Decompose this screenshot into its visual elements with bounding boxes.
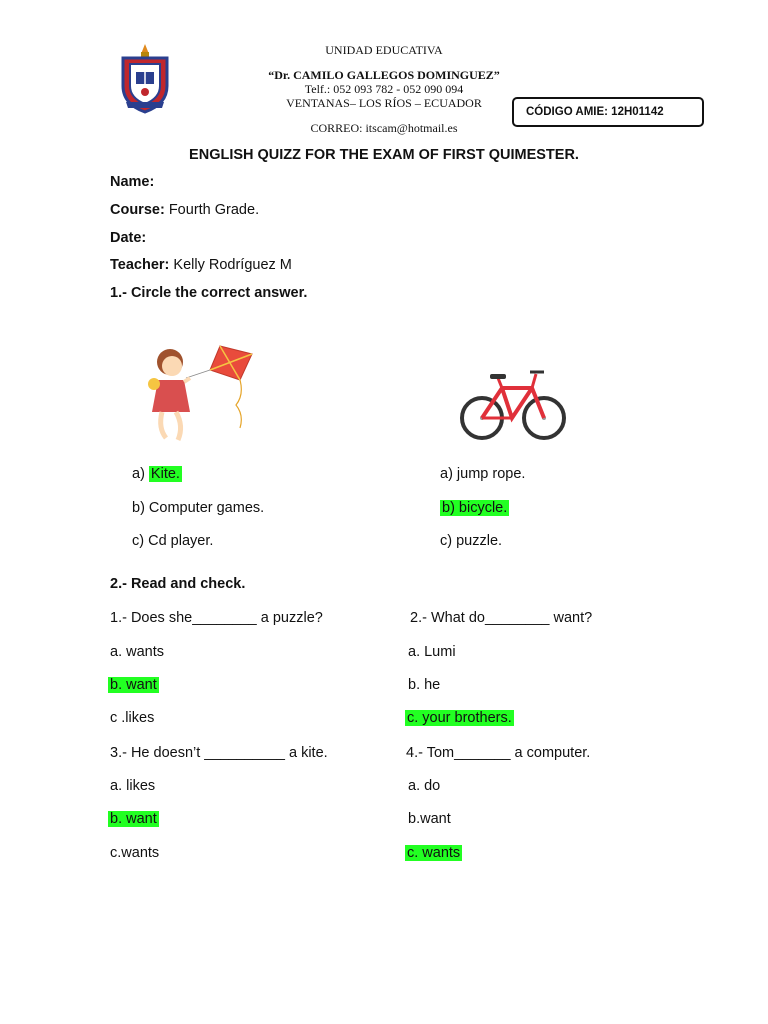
date-label: Date: bbox=[110, 230, 147, 246]
course-line bbox=[110, 202, 259, 218]
option-1a[interactable] bbox=[132, 466, 182, 482]
school-name: “Dr. CAMILO GALLEGOS DOMINGUEZ” bbox=[268, 68, 500, 82]
section1-heading: 1.- Circle the correct answer. bbox=[110, 285, 308, 301]
course-label: Course: bbox=[110, 202, 165, 218]
teacher-value: Kelly Rodríguez M bbox=[173, 257, 292, 273]
q1-option-c[interactable]: c .likes bbox=[110, 710, 155, 726]
option-2b[interactable] bbox=[440, 500, 509, 516]
option-1a-answer: Kite. bbox=[150, 466, 180, 482]
q4-option-c-answer: c. wants bbox=[407, 845, 461, 861]
option-2c[interactable]: c) puzzle. bbox=[440, 533, 503, 549]
phone-number: Telf.: 052 093 782 - 052 090 094 bbox=[304, 82, 464, 96]
course-value: Fourth Grade. bbox=[168, 202, 260, 218]
date-line bbox=[110, 230, 146, 246]
question-1: 1.- Does she________ a puzzle? bbox=[110, 610, 323, 626]
name-line bbox=[110, 174, 154, 190]
option-2b-answer: b) bicycle. bbox=[442, 500, 508, 516]
q3-option-b[interactable] bbox=[108, 811, 159, 827]
q3-option-a[interactable]: a. likes bbox=[110, 778, 156, 794]
question-4: 4.- Tom_______ a computer. bbox=[406, 745, 591, 761]
question-2: 2.- What do________ want? bbox=[410, 610, 593, 626]
option-2a[interactable]: a) jump rope. bbox=[440, 466, 526, 482]
name-label: Name: bbox=[110, 174, 155, 190]
q3-option-c[interactable]: c.wants bbox=[110, 845, 160, 861]
q4-option-a[interactable]: a. do bbox=[408, 778, 441, 794]
q4-option-c[interactable] bbox=[405, 845, 462, 861]
school-email: CORREO: itscam@hotmail.es bbox=[310, 121, 458, 135]
quiz-title: ENGLISH QUIZZ FOR THE EXAM OF FIRST QUIMESTER. bbox=[189, 147, 579, 163]
q1-option-a[interactable]: a. wants bbox=[110, 644, 164, 660]
school-location: VENTANAS– LOS RÍOS – ECUADOR bbox=[286, 96, 482, 110]
q2-option-b[interactable]: b. he bbox=[408, 677, 441, 693]
girl-kite-image bbox=[140, 340, 260, 445]
q1-option-b-answer: b. want bbox=[110, 677, 157, 693]
bicycle-image bbox=[458, 362, 568, 444]
section2-heading: 2.- Read and check. bbox=[110, 576, 246, 592]
q2-option-a[interactable]: a. Lumi bbox=[408, 644, 456, 660]
option-1a-letter: a) bbox=[132, 466, 149, 482]
teacher-line bbox=[110, 257, 292, 273]
q2-option-c-answer: c. your brothers. bbox=[407, 710, 512, 726]
institution-name: UNIDAD EDUCATIVA bbox=[325, 43, 443, 57]
q4-option-b[interactable]: b.want bbox=[408, 811, 451, 827]
teacher-label: Teacher: bbox=[110, 257, 170, 273]
q2-option-c[interactable] bbox=[405, 710, 514, 726]
amie-code-box: CÓDIGO AMIE: 12H01142 bbox=[512, 97, 704, 127]
q3-option-b-answer: b. want bbox=[110, 811, 157, 827]
q1-option-b[interactable] bbox=[108, 677, 159, 693]
question-3: 3.- He doesn’t __________ a kite. bbox=[110, 745, 328, 761]
option-1c[interactable]: c) Cd player. bbox=[132, 533, 214, 549]
option-1b[interactable]: b) Computer games. bbox=[132, 500, 265, 516]
